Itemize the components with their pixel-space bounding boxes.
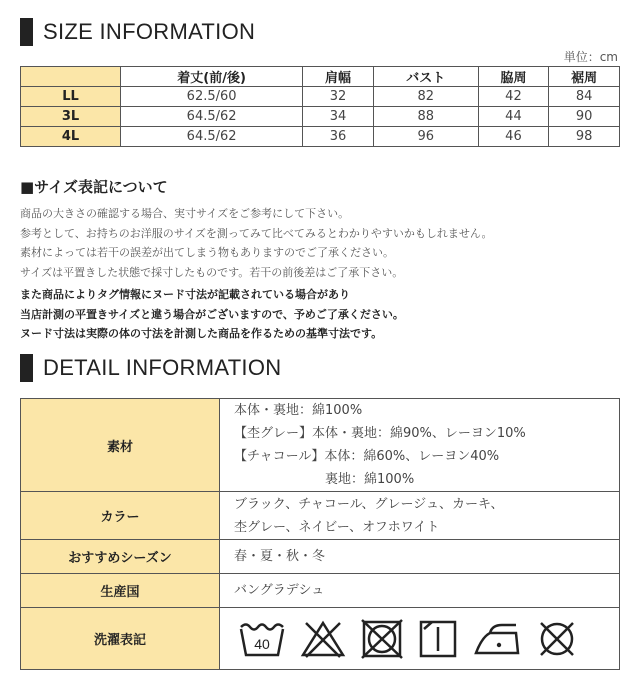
column-header: 肩幅 <box>303 67 374 87</box>
detail-row-season <box>21 540 620 574</box>
table-cell: 88 <box>373 107 478 127</box>
detail-section-header <box>20 354 281 382</box>
color-line: 杢グレー、ネイビー、オフホワイト <box>234 519 440 535</box>
color-line: ブラック、チャコール、グレージュ、カーキ、 <box>234 496 504 512</box>
origin-value: バングラデシュ <box>220 574 620 608</box>
table-row <box>21 87 620 107</box>
detail-row-color <box>21 492 620 540</box>
row-size-label: 4L <box>21 127 121 147</box>
size-section-title: SIZE INFORMATION <box>43 19 256 44</box>
size-table <box>20 66 620 147</box>
column-header: 脇周 <box>478 67 549 87</box>
note-line-bold: また商品によりタグ情報にヌード寸法が記載されている場合があり <box>20 288 350 301</box>
note-line: サイズは平置きした状態で採寸したものです。若干の前後差はご了承下さい。 <box>20 265 404 279</box>
detail-row-care <box>21 608 620 670</box>
note-line-bold: ヌード寸法は実際の体の寸法を計測した商品を作るための基準寸法です。 <box>20 327 383 340</box>
row-size-label: 3L <box>21 107 121 127</box>
section-marker <box>20 18 33 46</box>
care-icons <box>234 619 619 659</box>
detail-table <box>20 398 620 670</box>
table-row <box>21 127 620 147</box>
row-size-label: LL <box>21 87 121 107</box>
table-cell: 90 <box>549 107 620 127</box>
column-header: バスト <box>373 67 478 87</box>
section-marker <box>20 354 33 382</box>
table-row <box>21 107 620 127</box>
origin-label: 生産国 <box>21 574 220 608</box>
table-cell: 98 <box>549 127 620 147</box>
table-cell: 62.5/60 <box>121 87 303 107</box>
table-cell: 34 <box>303 107 374 127</box>
column-header: 着丈(前/後) <box>121 67 303 87</box>
color-value <box>220 492 620 540</box>
no-dry-clean-icon <box>536 619 578 659</box>
season-value: 春・夏・秋・冬 <box>220 540 620 574</box>
iron-low-icon <box>472 619 522 659</box>
note-line: 素材によっては若干の誤差が出てしまう物もありますのでご了承ください。 <box>20 246 394 259</box>
note-line-bold: 当店計測の平置きサイズと違う場合がございますので、予めご了承ください。 <box>20 307 404 321</box>
material-line: 【チャコール】本体：綿60%、レーヨン40% <box>234 449 500 464</box>
nude-size-notes <box>20 285 404 344</box>
svg-text:40: 40 <box>254 635 270 652</box>
table-cell: 44 <box>478 107 549 127</box>
table-cell: 42 <box>478 87 549 107</box>
size-section-header <box>20 18 255 46</box>
table-cell: 84 <box>549 87 620 107</box>
wash-40-icon <box>238 619 286 659</box>
note-line: 参考として、お持ちのお洋服のサイズを測ってみて比べてみるとわかりやすいかもしれません。 <box>20 226 493 240</box>
detail-section-title: DETAIL INFORMATION <box>43 355 282 380</box>
table-cell: 64.5/62 <box>121 127 303 147</box>
material-line: 裏地：綿100% <box>234 472 415 487</box>
size-table-corner <box>21 67 121 87</box>
material-label: 素材 <box>21 399 220 492</box>
size-notes <box>20 204 493 282</box>
note-line: 商品の大きさの確認する場合、実寸サイズをご参考にして下さい。 <box>20 207 350 220</box>
season-label: おすすめシーズン <box>21 540 220 574</box>
material-line: 本体・裏地：綿100% <box>234 403 363 418</box>
table-cell: 32 <box>303 87 374 107</box>
table-cell: 46 <box>478 127 549 147</box>
color-label: カラー <box>21 492 220 540</box>
care-value <box>220 608 620 670</box>
line-dry-icon <box>418 619 458 659</box>
detail-row-origin <box>21 574 620 608</box>
column-header: 裾周 <box>549 67 620 87</box>
no-tumble-dry-icon <box>360 619 404 659</box>
size-notes-title: ■サイズ表記について <box>20 178 168 196</box>
table-cell: 82 <box>373 87 478 107</box>
table-cell: 96 <box>373 127 478 147</box>
material-line: 【杢グレー】本体・裏地：綿90%、レーヨン10% <box>234 426 526 441</box>
material-value <box>220 399 620 492</box>
table-cell: 36 <box>303 127 374 147</box>
table-cell: 64.5/62 <box>121 107 303 127</box>
unit-label: 単位：cm <box>563 50 618 64</box>
care-label: 洗濯表記 <box>21 608 220 670</box>
detail-row-material <box>21 399 620 492</box>
size-table-header-row <box>21 67 620 87</box>
no-bleach-icon <box>300 619 346 659</box>
